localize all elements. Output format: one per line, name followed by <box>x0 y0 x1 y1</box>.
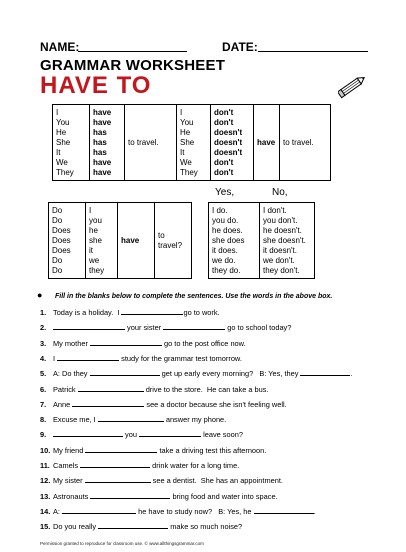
answer-blank[interactable] <box>85 475 151 483</box>
exercise-text: Astronauts <box>53 491 91 501</box>
exercise-item <box>40 521 380 532</box>
answer-blank[interactable] <box>53 429 123 437</box>
date-label: DATE: <box>222 40 258 54</box>
verb-cell: have <box>254 105 280 181</box>
exercise-text: My friend <box>53 445 86 455</box>
answer-blank[interactable] <box>57 353 119 361</box>
answer-blank[interactable] <box>90 368 160 376</box>
exercise-item <box>40 475 380 486</box>
phrase-cell: to travel. <box>280 105 331 181</box>
exercise-text: take a driving test this afternoon. <box>157 445 267 455</box>
exercise-text: get up early every morning? B: Yes, they <box>159 369 301 379</box>
exercise-number: 6. <box>40 384 47 394</box>
answer-blank[interactable] <box>85 445 157 453</box>
verb-list: have have has has has have have <box>93 107 112 177</box>
worksheet-title: GRAMMAR WORKSHEET <box>40 57 226 74</box>
exercise-number: 13. <box>40 491 51 501</box>
exercise-text: go to the post office now. <box>161 338 246 348</box>
exercise-item <box>40 460 380 471</box>
exercise-text: answer my phone. <box>163 415 227 425</box>
worksheet-subtitle: HAVE TO <box>40 72 152 99</box>
exercise-number: 9. <box>40 430 47 440</box>
exercise-number: 5. <box>40 369 47 379</box>
verb-cell: have <box>118 203 155 279</box>
name-label: NAME: <box>40 40 80 54</box>
answer-blank[interactable] <box>53 322 125 330</box>
answer-blank[interactable] <box>90 338 162 346</box>
exercise-number: 2. <box>40 323 47 333</box>
exercise-text: A: <box>53 506 63 516</box>
footer-permission: Permission granted to reproduce for classroom use. © www.allthingsgrammar.com <box>40 541 204 546</box>
exercise-number: 7. <box>40 399 47 409</box>
exercise-item <box>40 506 380 517</box>
exercise-item <box>40 384 380 395</box>
exercise-number: 12. <box>40 476 51 486</box>
pencil-icon <box>338 72 368 100</box>
exercise-text: I <box>53 353 58 363</box>
exercise-number: 1. <box>40 308 47 317</box>
exercise-text: Excuse me, I <box>53 415 98 425</box>
have-has-column <box>90 105 125 181</box>
answer-blank[interactable] <box>78 384 144 392</box>
table-question <box>48 202 192 279</box>
answer-blank[interactable] <box>139 429 201 437</box>
date-blank[interactable] <box>258 51 368 52</box>
exercise-text: . <box>350 369 353 379</box>
answer-blank[interactable] <box>254 506 314 514</box>
exercise-item <box>40 399 380 410</box>
exercise-text: bring food and water into space. <box>170 491 278 501</box>
name-blank[interactable] <box>78 51 187 52</box>
instruction-text: Fill in the blanks below to complete the sentences. Use the words in the above box. <box>55 293 333 300</box>
no-answers-column <box>260 203 315 279</box>
exercise-text: leave soon? <box>201 430 243 440</box>
exercise-item <box>40 322 380 333</box>
phrase-cell: to travel. <box>125 105 177 181</box>
answer-blank[interactable] <box>90 491 170 499</box>
pronoun-list: I You He She It We They <box>56 107 74 177</box>
exercise-text: A: Do they <box>53 369 90 379</box>
exercise-number: 11. <box>40 461 50 470</box>
exercise-number: 14. <box>40 506 51 516</box>
answer-blank[interactable] <box>72 399 144 407</box>
exercise-text: he have to study now? B: Yes, he <box>136 506 254 516</box>
answer-blank[interactable] <box>121 307 183 315</box>
exercise-item <box>40 414 380 425</box>
exercise-number: 15. <box>40 522 51 532</box>
exercise-item <box>40 353 380 364</box>
answer-blank[interactable] <box>80 460 150 468</box>
bullet-icon: ● <box>37 290 43 300</box>
aux-column <box>49 203 86 279</box>
exercise-text: Patrick <box>53 384 78 394</box>
answer-blank[interactable] <box>300 368 353 379</box>
exercise-item <box>40 429 380 440</box>
exercise-text: My mother <box>53 338 90 348</box>
exercise-number: 8. <box>40 415 47 425</box>
no-answer-list: I don't. you don't. he doesn't. she doesn't. it doesn't. we don't. they don't. <box>263 205 306 275</box>
pronoun-column <box>53 105 90 181</box>
exercise-item <box>40 368 380 379</box>
answer-blank[interactable] <box>62 506 136 514</box>
exercise-number: 3. <box>40 338 47 348</box>
exercise-text: . <box>313 506 316 516</box>
exercise-item <box>40 445 380 456</box>
exercise-text: study for the grammar test tomorrow. <box>119 353 242 363</box>
exercise-text: see a doctor because she isn't feeling well. <box>144 399 287 409</box>
exercise-text: go to school today? <box>225 323 292 333</box>
exercise-number: 10. <box>40 445 51 455</box>
pronoun-column <box>86 203 118 279</box>
exercise-text: Today is a holiday. I <box>53 308 122 317</box>
yes-answers-column <box>209 203 260 279</box>
exercise-text: your sister <box>125 323 164 333</box>
exercise-item <box>40 338 380 349</box>
exercise-item <box>40 307 380 318</box>
exercise-text: Do you really <box>53 522 99 532</box>
exercise-text: My sister <box>53 476 85 486</box>
exercise-text: drink water for a long time. <box>150 461 240 470</box>
yes-answer-list: I do. you do. he does. she does it does. we do. they do. <box>212 205 245 275</box>
exercise-text: drive to the store. He can take a bus. <box>143 384 269 394</box>
exercise-text: make so much noise? <box>168 522 243 532</box>
negative-column <box>211 105 254 181</box>
answer-blank[interactable] <box>98 414 164 422</box>
exercise-text: Camels <box>53 461 81 470</box>
exercise-number: 4. <box>40 353 47 363</box>
exercise-text: Anne <box>53 399 73 409</box>
no-label: No, <box>272 187 288 198</box>
exercise-text: you <box>123 430 140 440</box>
negative-list: don't don't doesn't doesn't doesn't don't don't <box>214 107 243 177</box>
table-affirmative <box>52 104 177 181</box>
phrase-cell: to travel? <box>155 203 192 279</box>
table-short-answers <box>208 202 315 279</box>
answer-blank[interactable] <box>98 521 168 529</box>
table-negative <box>176 104 331 181</box>
exercise-text: see a dentist. She has an appointment. <box>150 476 283 486</box>
exercise-text: go to work. <box>183 308 220 317</box>
yes-label: Yes, <box>215 187 235 198</box>
pronoun-list: I You He She It We They <box>180 107 198 177</box>
answer-blank[interactable] <box>163 322 225 330</box>
exercise-item <box>40 491 380 502</box>
aux-list: Do Do Does Does Does Do Do <box>52 205 71 275</box>
pronoun-column <box>177 105 211 181</box>
pronoun-list: I you he she it we they <box>89 205 105 275</box>
